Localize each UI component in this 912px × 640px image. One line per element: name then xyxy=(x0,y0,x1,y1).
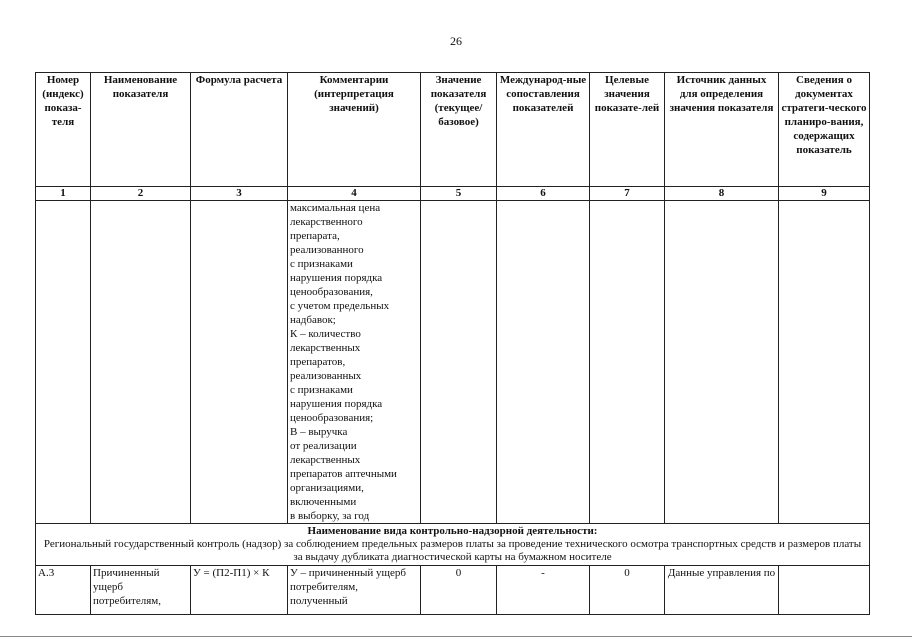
table-cell xyxy=(36,201,91,524)
comment-line: В – выручка xyxy=(290,426,348,438)
row-strategic-docs xyxy=(779,566,870,615)
header-name: Наименование показателя xyxy=(91,73,191,187)
column-number: 4 xyxy=(288,187,421,201)
row-target: 0 xyxy=(590,566,665,615)
row-international: - xyxy=(497,566,590,615)
header-international: Международ-ные сопоставления показателей xyxy=(497,73,590,187)
comment-line: препарата, xyxy=(290,230,340,242)
section-cell xyxy=(36,524,870,566)
column-number: 3 xyxy=(191,187,288,201)
comment-line: от реализации xyxy=(290,440,357,452)
table-row-a3 xyxy=(36,566,870,615)
comment-line: ценообразования; xyxy=(290,412,374,424)
table-cell xyxy=(191,201,288,524)
comment-line: лекарственного xyxy=(290,216,363,228)
comment-line: ценообразования, xyxy=(290,286,373,298)
row-source: Данные управления по xyxy=(665,566,779,615)
comment-line: с признаками xyxy=(290,258,353,270)
column-number: 6 xyxy=(497,187,590,201)
column-number: 5 xyxy=(421,187,497,201)
table-cell xyxy=(590,201,665,524)
comment-line: нарушения порядка xyxy=(290,272,383,284)
header-comments: Комментарии (интерпретация значений) xyxy=(288,73,421,187)
page-number: 26 xyxy=(450,34,462,48)
comment-line: в выборку, за год xyxy=(290,510,370,522)
table-cell xyxy=(665,201,779,524)
column-number: 7 xyxy=(590,187,665,201)
row-name: Причиненный ущерб потребителям, xyxy=(91,566,191,615)
comment-line: препаратов аптечными xyxy=(290,468,397,480)
comment-line: реализованного xyxy=(290,244,364,256)
column-number: 9 xyxy=(779,187,870,201)
comment-line: включенными xyxy=(290,496,357,508)
row-index: А.3 xyxy=(36,566,91,615)
row-value: 0 xyxy=(421,566,497,615)
indicators-table xyxy=(35,72,870,615)
header-target: Целевые значения показате-лей xyxy=(590,73,665,187)
comment-line: реализованных xyxy=(290,370,362,382)
comment-line: К – количество xyxy=(290,328,361,340)
scan-edge-line xyxy=(0,636,912,637)
continuation-row xyxy=(36,201,870,524)
table-cell xyxy=(779,201,870,524)
row-comment: У – причиненный ущерб потребителям, полученный xyxy=(288,566,421,615)
comment-line: с признаками xyxy=(290,384,353,396)
comment-line: препаратов, xyxy=(290,356,346,368)
section-row xyxy=(36,524,870,566)
header-formula: Формула расчета xyxy=(191,73,288,187)
row-formula: У = (П2-П1) × К xyxy=(191,566,288,615)
column-number: 8 xyxy=(665,187,779,201)
continuation-comment-cell xyxy=(288,201,421,524)
table-cell xyxy=(421,201,497,524)
comment-line: надбавок; xyxy=(290,314,336,326)
comment-line: с учетом предельных xyxy=(290,300,390,312)
comment-line: лекарственных xyxy=(290,454,361,466)
comment-line: лекарственных xyxy=(290,342,361,354)
section-title: Наименование вида контрольно-надзорной деятельности: xyxy=(307,525,598,537)
section-text: Региональный государственный контроль (надзор) за соблюдением предельных размеров платы за проведение технического осмотра транспортных средств и размеров платы за выдачу дубликата диагностической карты на бумажном носителе xyxy=(43,538,862,563)
header-strategic-docs: Сведения о документах стратеги-ческого планиро-вания, содержащих показатель xyxy=(779,73,870,187)
comment-line: максимальная цена xyxy=(290,202,381,214)
header-index: Номер (индекс) показа-теля xyxy=(36,73,91,187)
header-row xyxy=(36,73,870,187)
column-number: 2 xyxy=(91,187,191,201)
table-cell xyxy=(497,201,590,524)
table-cell xyxy=(91,201,191,524)
comment-line: организациями, xyxy=(290,482,364,494)
column-number: 1 xyxy=(36,187,91,201)
header-value: Значение показателя (текущее/ базовое) xyxy=(421,73,497,187)
column-number-row xyxy=(36,187,870,201)
header-source: Источник данных для определения значения показателя xyxy=(665,73,779,187)
comment-line: нарушения порядка xyxy=(290,398,383,410)
